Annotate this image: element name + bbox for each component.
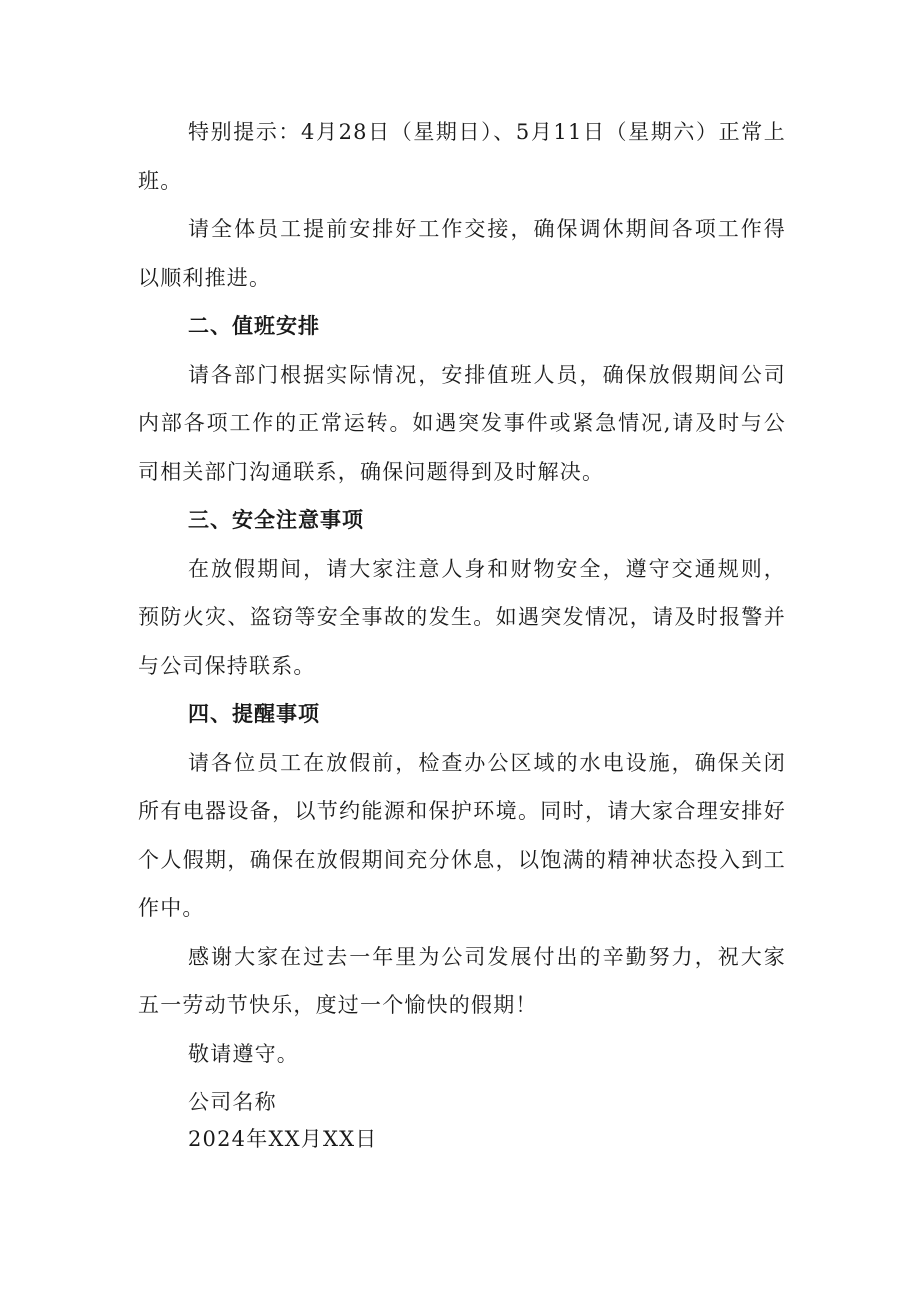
special-reminder-paragraph: 特别提示：4月28日（星期日）、5月11日（星期六）正常上班。 (138, 120, 786, 193)
thanks-paragraph: 感谢大家在过去一年里为公司发展付出的辛勤努力，祝大家五一劳动节快乐，度过一个愉快的假期！ (138, 944, 786, 1017)
section-heading-duty: 二、值班安排 (188, 314, 320, 338)
section-heading-reminders: 四、提醒事项 (188, 702, 320, 726)
safety-paragraph: 在放假期间，请大家注意人身和财物安全，遵守交通规则，预防火灾、盗窃等安全事故的发生。如遇突发情况，请及时报警并与公司保持联系。 (138, 556, 786, 678)
section-heading-safety: 三、安全注意事项 (188, 508, 364, 532)
reminders-paragraph: 请各位员工在放假前，检查办公区域的水电设施，确保关闭所有电器设备，以节约能源和保护环境。同时，请大家合理安排好个人假期，确保在放假期间充分休息，以饱满的精神状态投入到工作中。 (138, 750, 786, 920)
duty-paragraph: 请各部门根据实际情况，安排值班人员，确保放假期间公司内部各项工作的正常运转。如遇突发事件或紧急情况,请及时与公司相关部门沟通联系，确保问题得到及时解决。 (138, 362, 786, 484)
handover-paragraph: 请全体员工提前安排好工作交接，确保调休期间各项工作得以顺利推进。 (138, 217, 786, 290)
document-date: 2024年XX月XX日 (188, 1126, 378, 1151)
company-name: 公司名称 (188, 1090, 277, 1114)
document-body (138, 108, 786, 1157)
closing-line: 敬请遵守。 (188, 1041, 299, 1066)
